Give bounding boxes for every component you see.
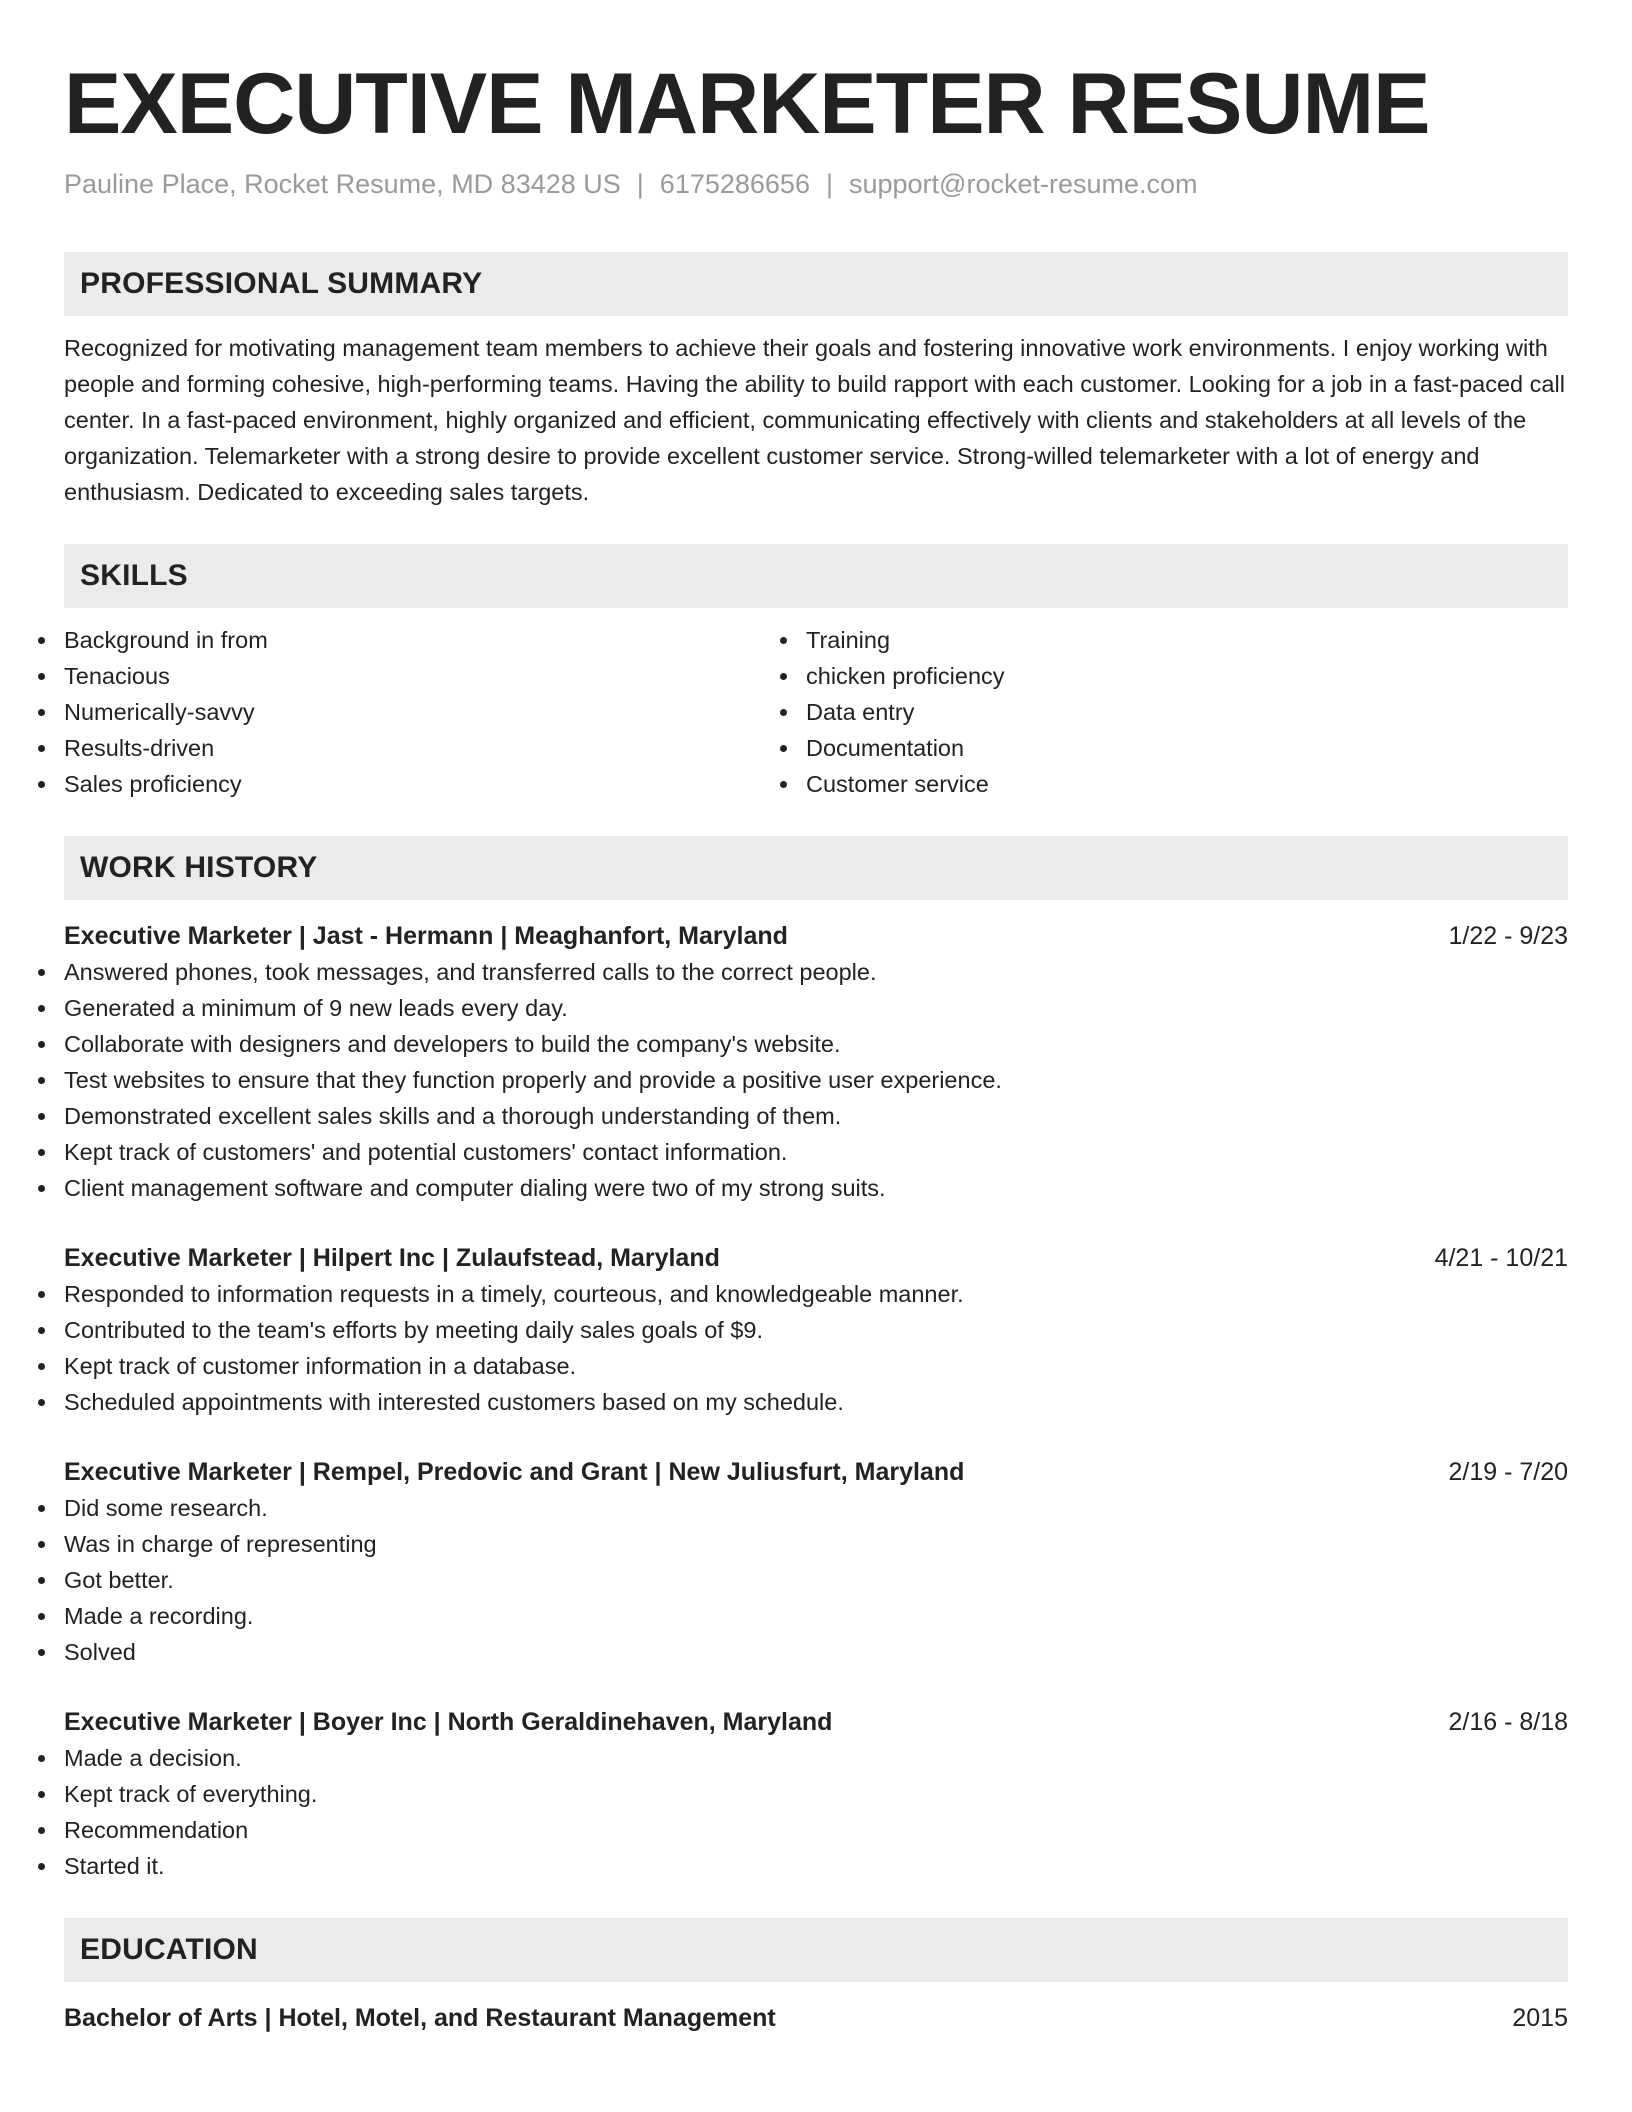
skill-item: Customer service <box>806 766 1548 802</box>
skills-list-right <box>806 622 1548 802</box>
job-dates: 2/16 - 8/18 <box>1448 1708 1568 1736</box>
job-bullet-list <box>64 1490 1568 1670</box>
skill-item: Documentation <box>806 730 1548 766</box>
job-bullet: Client management software and computer dialing were two of my strong suits. <box>64 1170 1568 1206</box>
job-title-row <box>64 1454 1568 1490</box>
job-title: Executive Marketer | Boyer Inc | North Geraldinehaven, Maryland <box>64 1708 833 1736</box>
job-title-row <box>64 1704 1568 1740</box>
job-dates: 1/22 - 9/23 <box>1448 922 1568 950</box>
job-bullet: Responded to information requests in a timely, courteous, and knowledgeable manner. <box>64 1276 1568 1312</box>
job-bullet: Contributed to the team's efforts by meeting daily sales goals of $9. <box>64 1312 1568 1348</box>
job-bullet: Started it. <box>64 1848 1568 1884</box>
job-bullet: Did some research. <box>64 1490 1568 1526</box>
job-bullet: Kept track of customer information in a database. <box>64 1348 1568 1384</box>
job-bullet: Kept track of customers' and potential customers' contact information. <box>64 1134 1568 1170</box>
job-bullet-list <box>64 1740 1568 1884</box>
skill-item: Background in from <box>64 622 806 658</box>
job-bullet: Recommendation <box>64 1812 1568 1848</box>
job-dates: 4/21 - 10/21 <box>1434 1244 1568 1272</box>
skill-item: Training <box>806 622 1548 658</box>
job-bullet: Test websites to ensure that they function properly and provide a positive user experience. <box>64 1062 1568 1098</box>
job-bullet: Answered phones, took messages, and transferred calls to the correct people. <box>64 954 1568 990</box>
job-entry <box>64 1454 1568 1670</box>
job-title-row <box>64 918 1568 954</box>
job-entry <box>64 918 1568 1206</box>
job-title-row <box>64 1240 1568 1276</box>
section-header-work-history: WORK HISTORY <box>64 836 1568 900</box>
skills-list-left <box>64 622 806 802</box>
contact-separator: | <box>825 169 833 199</box>
skill-item: Data entry <box>806 694 1548 730</box>
job-entry <box>64 1704 1568 1884</box>
resume-title: EXECUTIVE MARKETER RESUME <box>64 56 1430 152</box>
job-dates: 2/19 - 7/20 <box>1448 1458 1568 1486</box>
job-bullet: Solved <box>64 1634 1568 1670</box>
job-bullet: Was in charge of representing <box>64 1526 1568 1562</box>
job-entry <box>64 1240 1568 1420</box>
skills-grid <box>64 622 1568 802</box>
skill-item: Results-driven <box>64 730 806 766</box>
skill-item: Numerically-savvy <box>64 694 806 730</box>
section-header-education: EDUCATION <box>64 1918 1568 1982</box>
job-title: Executive Marketer | Rempel, Predovic and Grant | New Juliusfurt, Maryland <box>64 1458 965 1486</box>
contact-phone: 6175286656 <box>659 169 810 199</box>
job-bullet: Generated a minimum of 9 new leads every day. <box>64 990 1568 1026</box>
section-header-skills: SKILLS <box>64 544 1568 608</box>
job-bullet: Made a recording. <box>64 1598 1568 1634</box>
job-bullet-list <box>64 1276 1568 1420</box>
contact-email: support@rocket-resume.com <box>848 169 1198 199</box>
job-bullet: Scheduled appointments with interested customers based on my schedule. <box>64 1384 1568 1420</box>
summary-text: Recognized for motivating management team members to achieve their goals and fostering innovative work environments. I enjoy working with people and forming cohesive, high-performing teams. Having the ability to build rapport with each customer. Looking for a job in a fast-paced call center. In a fast-paced environment, highly organized and efficient, communicating effectively with clients and stakeholders at all levels of the organization. Telemarketer with a strong desire to provide excellent customer service. Strong-willed telemarketer with a lot of energy and enthusiasm. Dedicated to exceeding sales targets. <box>64 335 1565 505</box>
job-title: Executive Marketer | Jast - Hermann | Meaghanfort, Maryland <box>64 922 788 950</box>
section-header-summary: PROFESSIONAL SUMMARY <box>64 252 1568 316</box>
job-bullet: Demonstrated excellent sales skills and a thorough understanding of them. <box>64 1098 1568 1134</box>
job-bullet: Got better. <box>64 1562 1568 1598</box>
contact-address: Pauline Place, Rocket Resume, MD 83428 US <box>64 169 621 199</box>
education-year: 2015 <box>1512 2004 1568 2032</box>
job-bullet: Made a decision. <box>64 1740 1568 1776</box>
job-bullet: Kept track of everything. <box>64 1776 1568 1812</box>
job-bullet: Collaborate with designers and developers to build the company's website. <box>64 1026 1568 1062</box>
contact-separator: | <box>636 169 644 199</box>
skill-item: Sales proficiency <box>64 766 806 802</box>
education-row <box>64 2000 1568 2036</box>
job-title: Executive Marketer | Hilpert Inc | Zulaufstead, Maryland <box>64 1244 720 1272</box>
skill-item: chicken proficiency <box>806 658 1548 694</box>
job-bullet-list <box>64 954 1568 1206</box>
contact-line <box>64 166 1568 202</box>
education-degree: Bachelor of Arts | Hotel, Motel, and Restaurant Management <box>64 2004 776 2032</box>
skill-item: Tenacious <box>64 658 806 694</box>
